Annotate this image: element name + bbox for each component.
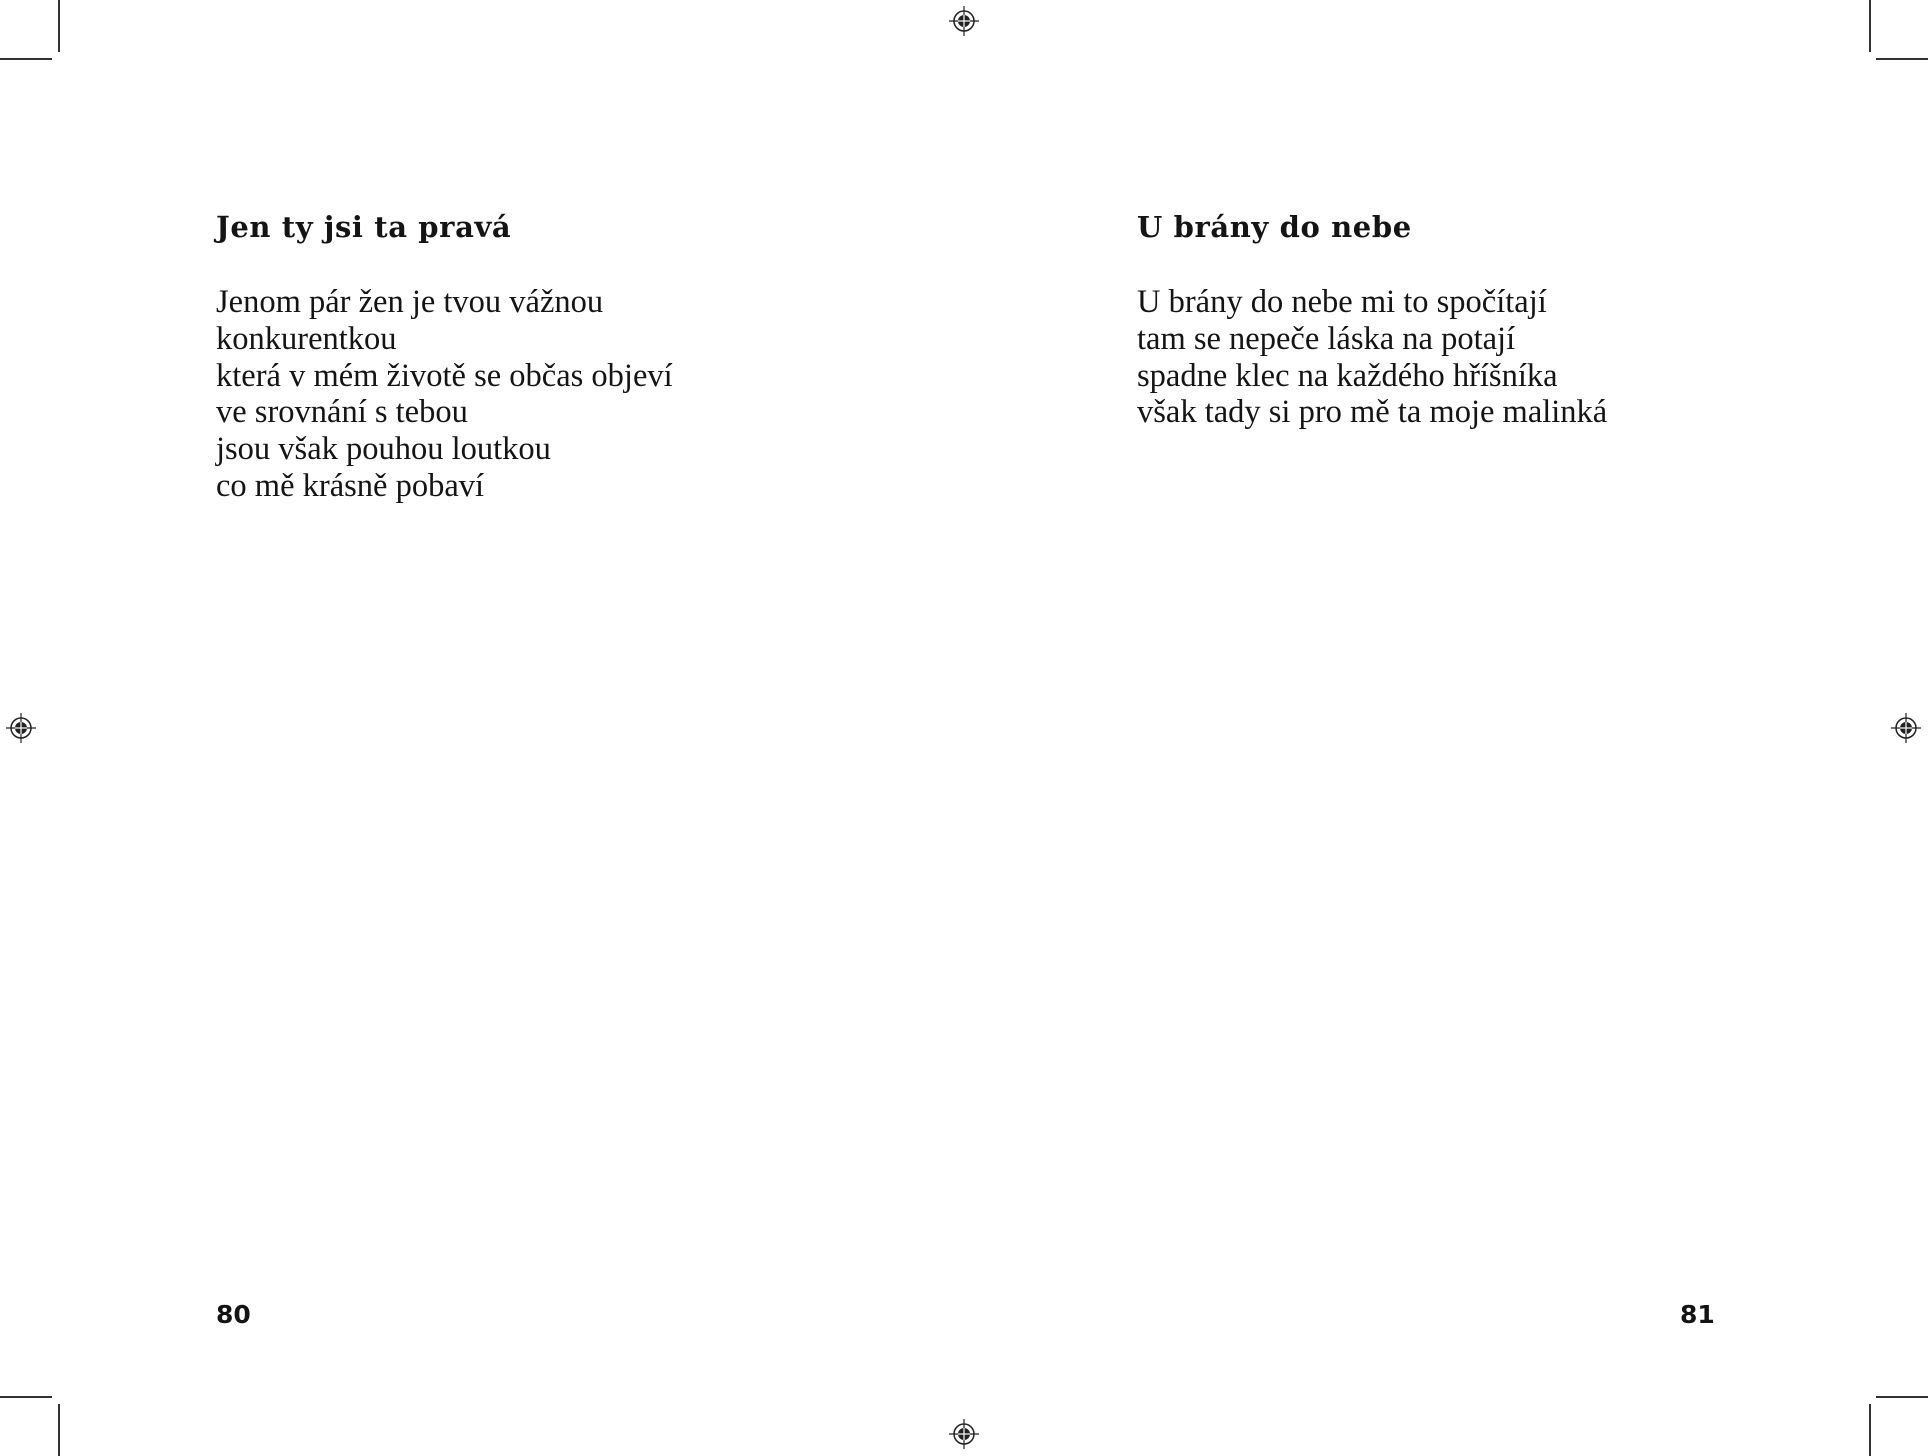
poem-line: jsou však pouhou loutkou bbox=[216, 431, 551, 468]
registration-target-icon bbox=[949, 1419, 979, 1449]
poem-line: Jenom pár žen je tvou vážnou bbox=[216, 284, 604, 320]
poem-line: která v mém životě se občas objeví bbox=[216, 357, 673, 394]
poem-body bbox=[216, 284, 673, 505]
crop-mark-icon bbox=[1869, 1404, 1871, 1456]
poem-title: U brány do nebe bbox=[1137, 210, 1412, 244]
registration-target-icon bbox=[1891, 713, 1921, 743]
poem-line: však tady si pro mě ta moje malinká bbox=[1137, 394, 1608, 431]
registration-target-icon bbox=[6, 713, 36, 743]
poem-line: tam se nepeče láska na potají bbox=[1137, 320, 1516, 357]
crop-mark-icon bbox=[1876, 1396, 1928, 1398]
poem-line: co mě krásně pobaví bbox=[216, 467, 485, 504]
crop-mark-icon bbox=[58, 1404, 60, 1456]
crop-mark-icon bbox=[0, 58, 52, 60]
page-number: 81 bbox=[1680, 1300, 1715, 1329]
crop-mark-icon bbox=[58, 0, 60, 52]
registration-target-icon bbox=[949, 6, 979, 36]
poem-title: Jen ty jsi ta pravá bbox=[216, 210, 512, 244]
poem-line: konkurentkou bbox=[216, 320, 397, 357]
page-number: 80 bbox=[216, 1300, 251, 1329]
crop-mark-icon bbox=[1876, 58, 1928, 60]
right-page bbox=[964, 0, 1928, 1456]
crop-mark-icon bbox=[1869, 0, 1871, 52]
poem-body bbox=[1137, 284, 1607, 431]
poem-line: spadne klec na každého hříšníka bbox=[1137, 357, 1558, 394]
poem-line: U brány do nebe mi to spočítají bbox=[1137, 284, 1547, 320]
poem-line: ve srovnání s tebou bbox=[216, 394, 468, 431]
crop-mark-icon bbox=[0, 1396, 52, 1398]
